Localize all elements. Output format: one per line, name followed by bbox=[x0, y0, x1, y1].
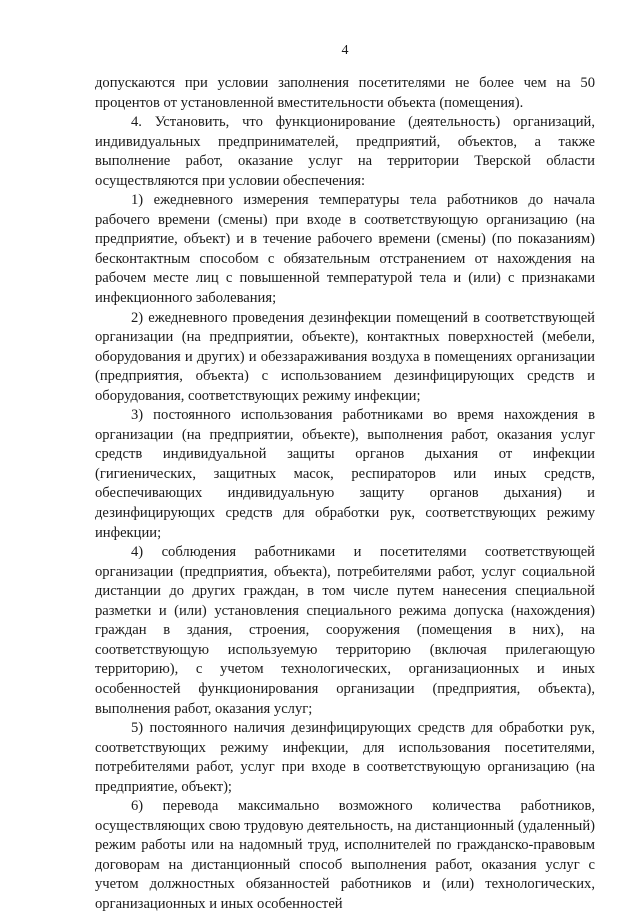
paragraph-item-6: 6) перевода максимально возможного количества работников, осуществляющих свою трудовую деятельность, на дистанционный (удаленный) режим работы или на надомный труд, исполнителей по гражданско-правовым договорам на дистанционный способ выполнения работ, оказания услуг с учетом должностных обязанностей работников и (или) технологических, организационных и иных особенностей bbox=[95, 798, 595, 912]
paragraph-continuation: допускаются при условии заполнения посетителями не более чем на 50 процентов от установленной вместительности объекта (помещения). bbox=[95, 75, 595, 111]
page-number: 4 bbox=[341, 43, 349, 58]
paragraph-item-3: 3) постоянного использования работниками во время нахождения в организации (на предприятии, объекте), выполнения работ, оказания услуг средств индивидуальной защиты органов дыхания от инфекции (гигиенических, защитных масок, респираторов или иных средств, обеспечивающих индивидуальную защиту органов дыхания) и дезинфицирующих средств для обработки рук, соответствующих режиму инфекции; bbox=[95, 407, 595, 541]
paragraph-item-2: 2) ежедневного проведения дезинфекции помещений в соответствующей организации (на предприятии, объекте), контактных поверхностей (мебели, оборудования и других) и обеззараживания воздуха в помещениях организации (предприятия, объекта) с использованием дезинфицирующих средств и оборудования, соответствующих режиму инфекции; bbox=[95, 309, 595, 404]
document-body bbox=[95, 74, 595, 915]
paragraph-item-1: 1) ежедневного измерения температуры тела работников до начала рабочего времени (смены) при входе в соответствующую организацию (на предприятие, объект) и в течение рабочего времени (смены) (по показаниям) бесконтактным способом с обязательным отстранением от нахождения на рабочем месте лиц с повышенной температурой тела и (или) с признаками инфекционного заболевания; bbox=[95, 192, 595, 307]
paragraph-clause-4: 4. Установить, что функционирование (деятельность) организаций, индивидуальных предпринимателей, предприятий, объектов, а также выполнение работ, оказание услуг на территории Тверской области осуществляются при условии обеспечения: bbox=[95, 114, 595, 189]
paragraph-item-4: 4) соблюдения работниками и посетителями соответствующей организации (предприятия, объекта), потребителями работ, услуг социальной дистанции до других граждан, в том числе путем нанесения специальной разметки и (или) установления специального режима допуска (нахождения) граждан в здания, строения, сооружения (помещения в них), на соответствующую используемую территорию (включая прилегающую территорию), с учетом технологических, организационных и иных особенностей функционирования организации (предприятия, объекта), выполнения работ, оказания услуг; bbox=[95, 544, 595, 717]
paragraph-item-5: 5) постоянного наличия дезинфицирующих средств для обработки рук, соответствующих режиму инфекции, для использования посетителями, потребителями работ, услуг при входе в соответствующую организацию (на предприятие, объект); bbox=[95, 720, 595, 795]
